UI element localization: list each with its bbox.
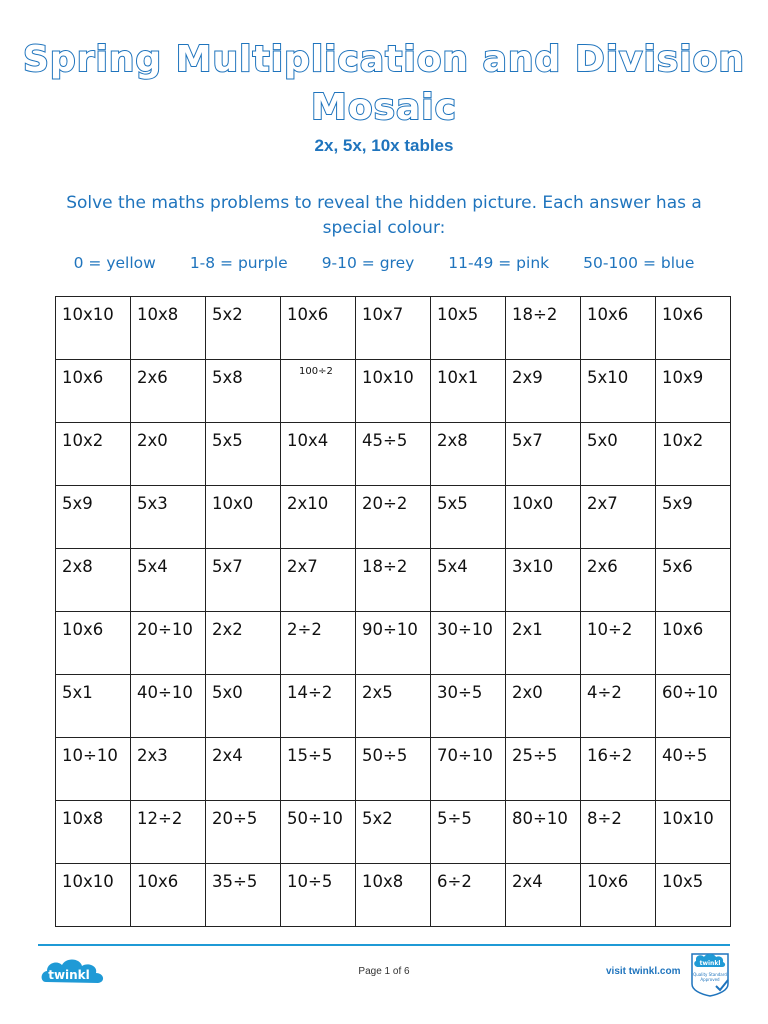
grid-cell: 10x4 [281, 423, 356, 486]
grid-cell: 10x5 [431, 297, 506, 360]
grid-cell: 30÷5 [431, 675, 506, 738]
grid-cell: 12÷2 [131, 801, 206, 864]
key-item-yellow: 0 = yellow [73, 254, 156, 272]
grid-cell: 2x3 [131, 738, 206, 801]
grid-cell: 10x9 [656, 360, 731, 423]
badge-line-2: Approved [700, 977, 720, 982]
grid-cell: 2x7 [281, 549, 356, 612]
grid-cell: 2x9 [506, 360, 581, 423]
grid-row [56, 801, 731, 864]
grid-cell: 5x0 [206, 675, 281, 738]
grid-cell: 10x6 [656, 612, 731, 675]
grid-cell: 10x1 [431, 360, 506, 423]
grid-cell: 10÷2 [581, 612, 656, 675]
grid-cell: 70÷10 [431, 738, 506, 801]
grid-cell: 35÷5 [206, 864, 281, 927]
grid-cell: 10x6 [581, 864, 656, 927]
grid-cell: 2x4 [206, 738, 281, 801]
page-title-line-2: Mosaic [311, 87, 457, 128]
key-item-blue: 50-100 = blue [583, 254, 695, 272]
grid-cell: 10x6 [56, 612, 131, 675]
grid-cell: 10x10 [56, 864, 131, 927]
colour-key [0, 254, 768, 272]
grid-cell: 10x8 [131, 297, 206, 360]
grid-cell: 10x0 [206, 486, 281, 549]
grid-cell: 2x0 [131, 423, 206, 486]
page-title-line-1: Spring Multiplication and Division [23, 39, 745, 80]
grid-cell: 30÷10 [431, 612, 506, 675]
grid-cell: 2x7 [581, 486, 656, 549]
grid-cell: 10x2 [656, 423, 731, 486]
grid-cell: 10x6 [56, 360, 131, 423]
page-number: Page 1 of 6 [358, 966, 410, 977]
grid-cell: 2x8 [56, 549, 131, 612]
grid-cell: 16÷2 [581, 738, 656, 801]
page-subtitle: 2x, 5x, 10x tables [314, 136, 454, 155]
grid-cell: 20÷5 [206, 801, 281, 864]
key-item-purple: 1-8 = purple [189, 254, 288, 272]
grid-cell: 10x7 [356, 297, 431, 360]
grid-cell: 2x8 [431, 423, 506, 486]
grid-cell: 5x2 [356, 801, 431, 864]
grid-cell: 40÷5 [656, 738, 731, 801]
grid-row [56, 549, 731, 612]
grid-cell: 15÷5 [281, 738, 356, 801]
quality-standard-badge-icon [686, 950, 734, 998]
grid-cell: 5x4 [131, 549, 206, 612]
grid-cell: 10x6 [581, 297, 656, 360]
grid-cell: 2÷2 [281, 612, 356, 675]
grid-cell: 10x0 [506, 486, 581, 549]
grid-cell: 10x8 [56, 801, 131, 864]
key-item-pink: 11-49 = pink [448, 254, 550, 272]
grid-cell: 6÷2 [431, 864, 506, 927]
grid-row [56, 864, 731, 927]
grid-cell: 5x8 [206, 360, 281, 423]
grid-cell: 8÷2 [581, 801, 656, 864]
grid-cell: 14÷2 [281, 675, 356, 738]
grid-cell: 5x2 [206, 297, 281, 360]
grid-row [56, 675, 731, 738]
grid-cell: 10÷5 [281, 864, 356, 927]
grid-cell: 5x3 [131, 486, 206, 549]
grid-cell: 10x6 [656, 297, 731, 360]
grid-row [56, 360, 731, 423]
grid-cell: 5x0 [581, 423, 656, 486]
grid-cell: 2x6 [131, 360, 206, 423]
grid-cell: 10x5 [656, 864, 731, 927]
grid-cell: 5x10 [581, 360, 656, 423]
grid-cell: 5x7 [206, 549, 281, 612]
grid-cell: 18÷2 [506, 297, 581, 360]
grid-cell: 2x4 [506, 864, 581, 927]
visit-link[interactable]: visit twinkl.com [606, 966, 681, 977]
grid-cell: 2x6 [581, 549, 656, 612]
mosaic-grid [55, 296, 731, 927]
grid-cell: 2x1 [506, 612, 581, 675]
grid-cell: 5÷5 [431, 801, 506, 864]
grid-cell: 10÷10 [56, 738, 131, 801]
badge-brand: twinkl [699, 960, 721, 967]
grid-cell: 10x6 [131, 864, 206, 927]
grid-cell: 5x6 [656, 549, 731, 612]
grid-cell: 10x10 [656, 801, 731, 864]
instructions-text: Solve the maths problems to reveal the hidden picture. Each answer has a special colour: [66, 193, 702, 238]
grid-row [56, 423, 731, 486]
grid-cell: 80÷10 [506, 801, 581, 864]
grid-cell: 2x5 [356, 675, 431, 738]
grid-cell: 5x5 [431, 486, 506, 549]
logo-text: twinkl [48, 968, 90, 982]
grid-cell: 4÷2 [581, 675, 656, 738]
grid-cell: 5x1 [56, 675, 131, 738]
grid-cell: 5x4 [431, 549, 506, 612]
grid-row [56, 486, 731, 549]
grid-cell: 2x0 [506, 675, 581, 738]
grid-cell: 18÷2 [356, 549, 431, 612]
grid-cell: 40÷10 [131, 675, 206, 738]
grid-row [56, 738, 731, 801]
footer-divider [38, 944, 730, 946]
grid-cell: 100÷2 [281, 360, 356, 423]
grid-cell: 90÷10 [356, 612, 431, 675]
grid-cell: 25÷5 [506, 738, 581, 801]
grid-cell: 60÷10 [656, 675, 731, 738]
grid-cell: 20÷10 [131, 612, 206, 675]
grid-cell: 10x6 [281, 297, 356, 360]
grid-row [56, 612, 731, 675]
grid-cell: 10x10 [56, 297, 131, 360]
grid-cell: 3x10 [506, 549, 581, 612]
grid-cell: 5x7 [506, 423, 581, 486]
grid-cell: 10x8 [356, 864, 431, 927]
grid-cell: 10x2 [56, 423, 131, 486]
grid-cell: 2x10 [281, 486, 356, 549]
grid-cell: 10x10 [356, 360, 431, 423]
badge-line-1: Quality Standard [693, 972, 727, 977]
grid-cell: 2x2 [206, 612, 281, 675]
grid-cell: 50÷5 [356, 738, 431, 801]
key-item-grey: 9-10 = grey [321, 254, 415, 272]
grid-row [56, 297, 731, 360]
grid-cell: 5x9 [56, 486, 131, 549]
grid-cell: 5x9 [656, 486, 731, 549]
grid-cell: 45÷5 [356, 423, 431, 486]
grid-cell: 20÷2 [356, 486, 431, 549]
grid-cell: 5x5 [206, 423, 281, 486]
grid-cell: 50÷10 [281, 801, 356, 864]
